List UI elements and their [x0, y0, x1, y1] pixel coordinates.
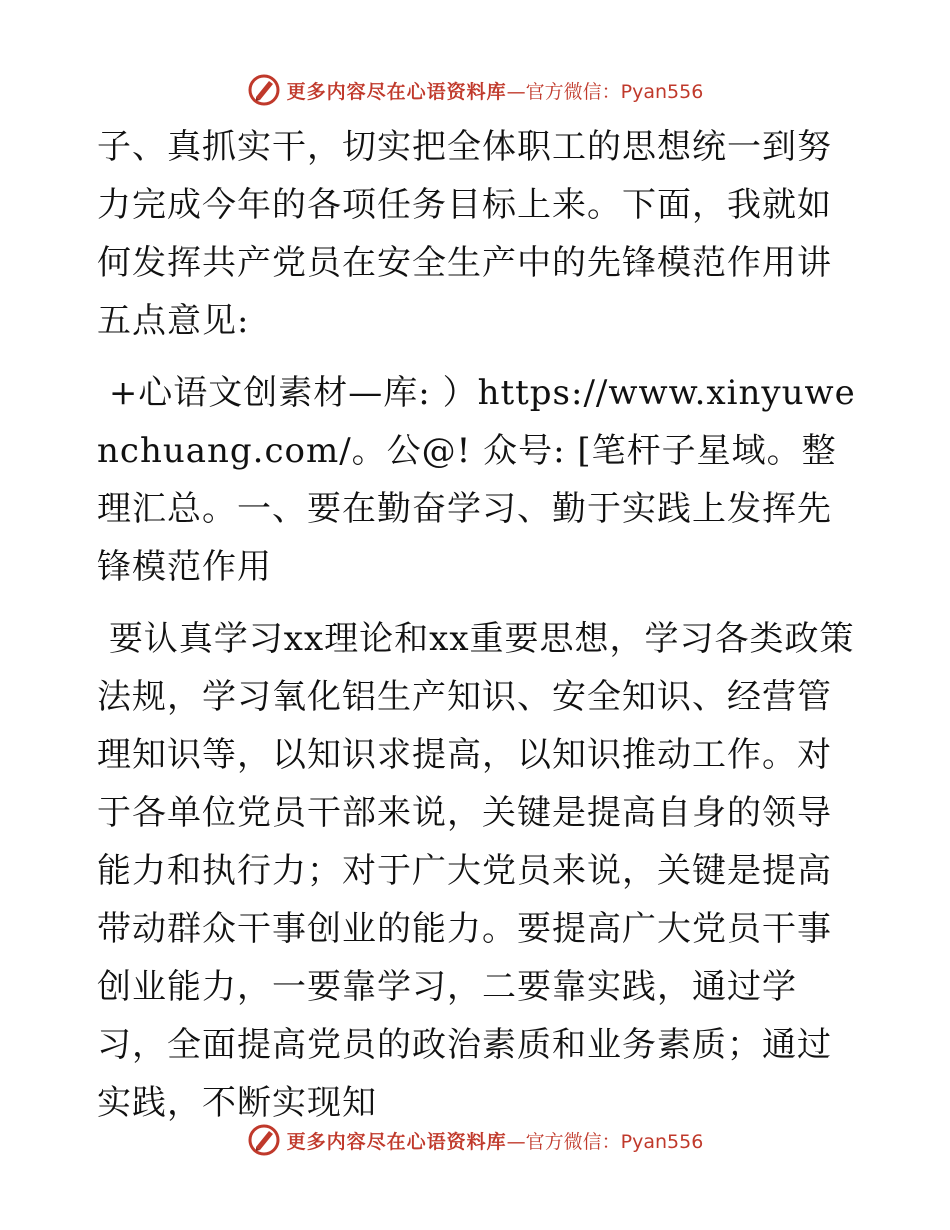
- footer-brand-text: 更多内容尽在心语资料库: [286, 1130, 507, 1153]
- footer-banner: [0, 1120, 950, 1160]
- paragraph-3: 要认真学习xx理论和xx重要思想，学习各类政策法规，学习氧化铝生产知识、安全知识、经营管理知识等，以知识求提高，以知识推动工作。对于各单位党员干部来说，关键是提高自身的领导能力和执行力；对于广大党员来说，关键是提高带动群众干事创业的能力。要提高广大党员干事创业能力，一要靠学习，二要靠实践，通过学习，全面提高党员的政治素质和业务素质；通过实践，不断实现知: [97, 619, 855, 1123]
- brand-logo-icon: [247, 73, 281, 107]
- brand-logo-icon: [247, 1123, 281, 1157]
- header-banner: [0, 70, 950, 110]
- paragraph-2: +心语文创素材—库: ）https://www.xinyuwenchuang.com/。公@! 众号: [笔杆子星域。整理汇总。一、要在勤奋学习、勤于实践上发挥先锋模范作用: [97, 373, 856, 587]
- footer-wechat-text: —官方微信：Pyan556: [506, 1130, 704, 1153]
- header-brand-text: 更多内容尽在心语资料库: [286, 80, 507, 103]
- document-body: [97, 118, 857, 1146]
- header-wechat-text: —官方微信：Pyan556: [506, 80, 704, 103]
- paragraph-1: 子、真抓实干，切实把全体职工的思想统一到努力完成今年的各项任务目标上来。下面，我就如何发挥共产党员在安全生产中的先锋模范作用讲五点意见:: [97, 127, 832, 341]
